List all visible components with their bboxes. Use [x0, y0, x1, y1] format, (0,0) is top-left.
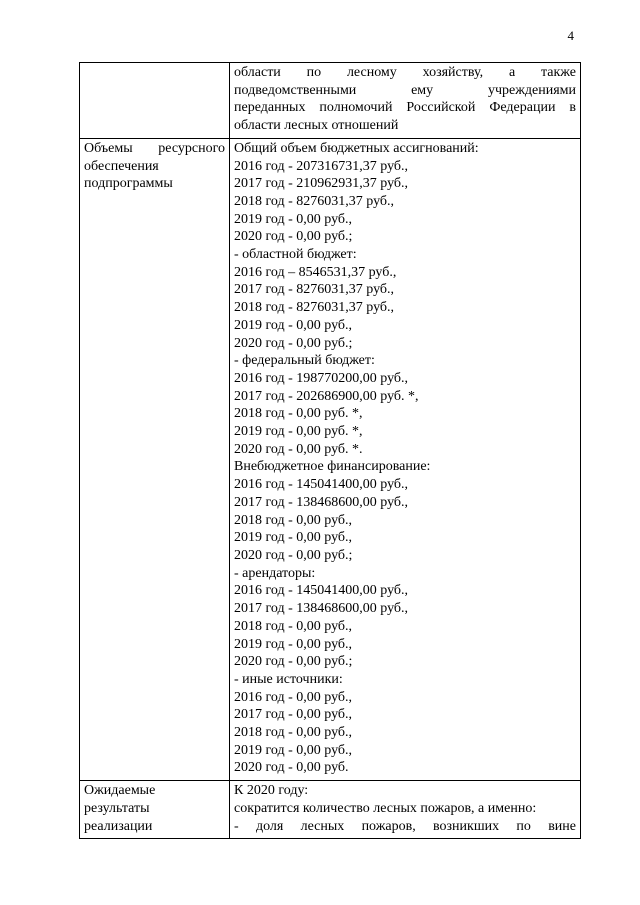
- content-line: 2017 год - 202686900,00 руб. *,: [234, 388, 419, 404]
- table-row: [80, 63, 581, 139]
- content-line: - иные источники:: [234, 671, 343, 687]
- content-line: 2018 год - 0,00 руб.,: [234, 725, 353, 741]
- label-line: Объемы ресурсного: [84, 140, 225, 156]
- content-line: 2020 год - 0,00 руб.;: [234, 229, 353, 245]
- content-line: 2018 год - 0,00 руб. *,: [234, 406, 363, 422]
- label-line: реализации: [84, 818, 153, 834]
- content-line: 2020 год - 0,00 руб. *.: [234, 441, 363, 457]
- content-line: 2018 год - 0,00 руб.,: [234, 618, 353, 634]
- content-line: 2019 год - 0,00 руб.,: [234, 742, 353, 758]
- content-line: подведомственными ему учреждениями: [234, 82, 576, 98]
- content-line: переданных полномочий Российской Федерации в: [234, 100, 576, 116]
- content-line: 2016 год - 145041400,00 руб.,: [234, 477, 409, 493]
- content-line: 2016 год – 8546531,37 руб.,: [234, 264, 397, 280]
- content-line: 2017 год - 0,00 руб.,: [234, 707, 353, 723]
- content-line: 2019 год - 0,00 руб.,: [234, 317, 353, 333]
- content-line: Общий объем бюджетных ассигнований:: [234, 140, 479, 156]
- row-label-cell: [80, 781, 230, 839]
- label-line: Ожидаемые: [84, 783, 156, 799]
- subprogram-passport-table: [79, 62, 581, 839]
- content-line: - областной бюджет:: [234, 247, 357, 263]
- label-line: обеспечения: [84, 158, 159, 174]
- content-line: сократится количество лесных пожаров, а именно:: [234, 800, 537, 816]
- row-label-cell: [80, 63, 230, 139]
- content-line: 2019 год - 0,00 руб.,: [234, 636, 353, 652]
- content-line: 2016 год - 198770200,00 руб.,: [234, 370, 409, 386]
- row-content-cell: [230, 781, 581, 839]
- content-line: 2018 год - 8276031,37 руб.,: [234, 300, 395, 316]
- content-line: 2020 год - 0,00 руб.;: [234, 335, 353, 351]
- content-line: 2016 год - 207316731,37 руб.,: [234, 158, 409, 174]
- content-line: 2017 год - 138468600,00 руб.,: [234, 494, 409, 510]
- row-label-cell: [80, 138, 230, 780]
- content-line: 2017 год - 8276031,37 руб.,: [234, 282, 395, 298]
- content-line: 2016 год - 145041400,00 руб.,: [234, 583, 409, 599]
- page-number: 4: [567, 28, 574, 43]
- label-line: результаты: [84, 800, 150, 816]
- table-row: [80, 781, 581, 839]
- content-line: 2016 год - 0,00 руб.,: [234, 689, 353, 705]
- content-line: 2017 год - 210962931,37 руб.,: [234, 176, 409, 192]
- content-line: 2019 год - 0,00 руб.,: [234, 530, 353, 546]
- content-line: 2020 год - 0,00 руб.;: [234, 654, 353, 670]
- content-line: - арендаторы:: [234, 565, 316, 581]
- content-line: области лесных отношений: [234, 118, 399, 134]
- content-line: 2019 год - 0,00 руб.,: [234, 211, 353, 227]
- content-line: - доля лесных пожаров, возникших по вине: [234, 818, 576, 834]
- content-line: области по лесному хозяйству, а также: [234, 65, 576, 80]
- row-content-cell: [230, 138, 581, 780]
- table-row: [80, 138, 581, 780]
- content-line: 2018 год - 8276031,37 руб.,: [234, 193, 395, 209]
- content-line: - федеральный бюджет:: [234, 353, 375, 369]
- content-line: 2017 год - 138468600,00 руб.,: [234, 601, 409, 617]
- content-line: 2020 год - 0,00 руб.: [234, 760, 349, 776]
- label-line: подпрограммы: [84, 176, 173, 192]
- content-line: 2019 год - 0,00 руб. *,: [234, 424, 363, 440]
- content-line: 2020 год - 0,00 руб.;: [234, 547, 353, 563]
- content-line: 2018 год - 0,00 руб.,: [234, 512, 353, 528]
- content-line: К 2020 году:: [234, 783, 309, 799]
- content-line: Внебюджетное финансирование:: [234, 459, 431, 475]
- row-content-cell: [230, 63, 581, 139]
